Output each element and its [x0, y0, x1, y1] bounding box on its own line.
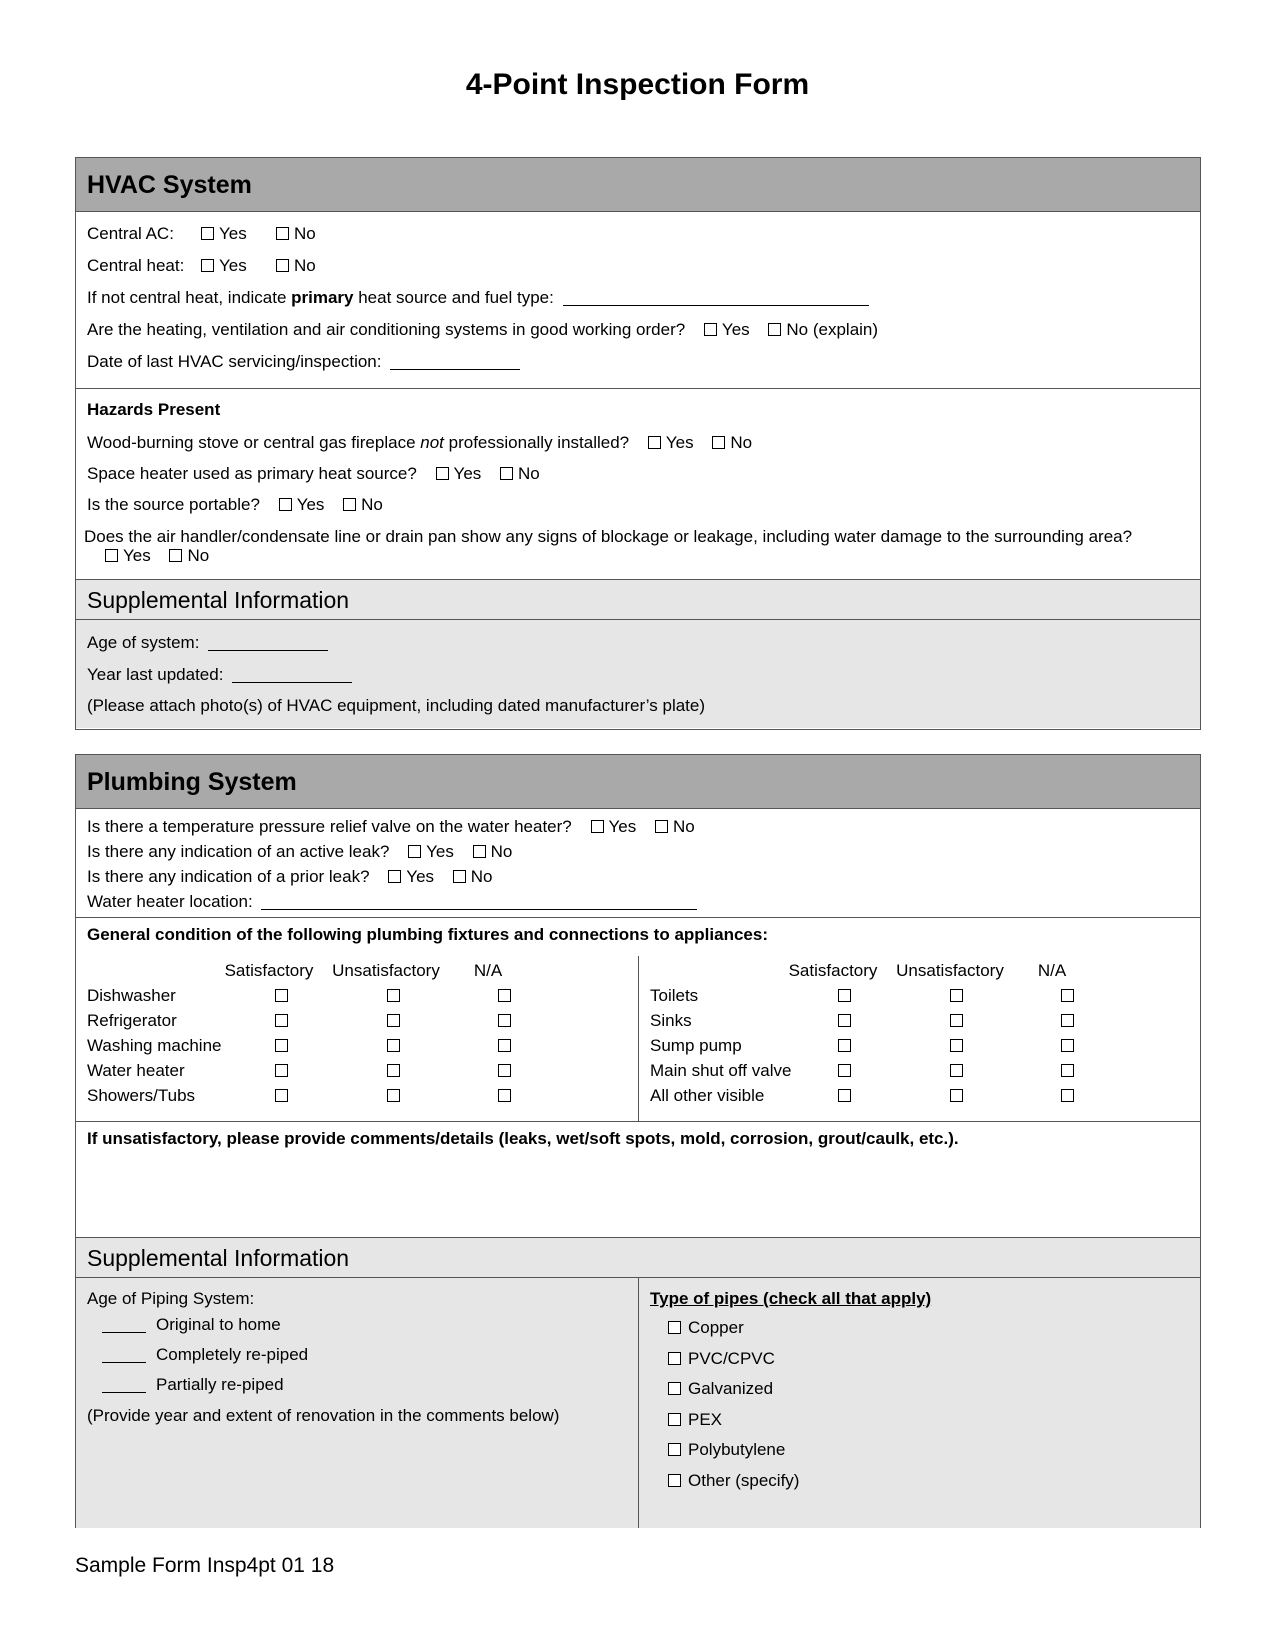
wood-stove-row	[87, 433, 752, 453]
yes-label: Yes	[219, 224, 247, 243]
fixture-label: Washing machine	[87, 1036, 222, 1055]
age-of-system-field[interactable]	[208, 634, 328, 651]
fixture-unsatisfactory-checkbox[interactable]	[950, 1039, 963, 1052]
pipe-type-row	[668, 1379, 773, 1399]
prior-leak-no-checkbox[interactable]	[453, 870, 466, 883]
column-header-right: Unsatisfactory	[896, 961, 1004, 980]
plumbing-header: Plumbing System	[76, 755, 1200, 809]
fixture-na-checkbox[interactable]	[498, 1039, 511, 1052]
fixture-label: Sump pump	[650, 1036, 742, 1055]
portable-row	[87, 495, 383, 515]
comments-label: If unsatisfactory, please provide comments/details (leaks, wet/soft spots, mold, corrosion, grout/caulk, etc.).	[87, 1129, 959, 1148]
pipe-type-checkbox[interactable]	[668, 1413, 681, 1426]
central-ac-row	[87, 224, 316, 244]
comments-block	[76, 1122, 1200, 1238]
age-of-system-row	[87, 633, 328, 653]
fixture-unsatisfactory-checkbox[interactable]	[387, 1089, 400, 1102]
no-label: No	[672, 817, 695, 836]
column-header-right: Satisfactory	[788, 961, 878, 980]
fixture-satisfactory-checkbox[interactable]	[838, 1039, 851, 1052]
air-handler-yes-checkbox[interactable]	[105, 549, 118, 562]
fixture-na-checkbox[interactable]	[498, 1014, 511, 1027]
no-label: No	[490, 842, 513, 861]
hvac-photo-note: (Please attach photo(s) of HVAC equipment, including dated manufacturer’s plate)	[87, 696, 706, 715]
fixture-unsatisfactory-checkbox[interactable]	[387, 1064, 400, 1077]
primary-heat-bold: primary	[291, 288, 354, 307]
plumbing-general-block	[76, 809, 1200, 918]
no-label: No	[294, 256, 316, 275]
fixture-satisfactory-checkbox[interactable]	[838, 1064, 851, 1077]
pipe-type-row	[668, 1440, 785, 1460]
working-order-yes-checkbox[interactable]	[704, 323, 717, 336]
fixture-unsatisfactory-checkbox[interactable]	[950, 989, 963, 1002]
fixture-satisfactory-checkbox[interactable]	[838, 1014, 851, 1027]
pipe-type-checkbox[interactable]	[668, 1321, 681, 1334]
page-title: 4-Point Inspection Form	[465, 68, 810, 101]
fixture-label: Main shut off valve	[650, 1061, 792, 1080]
central-ac-no-checkbox[interactable]	[276, 227, 289, 240]
fixture-label: Showers/Tubs	[87, 1086, 196, 1105]
plumbing-section	[75, 754, 1201, 1528]
column-header-left: Satisfactory	[224, 961, 314, 980]
fixture-satisfactory-checkbox[interactable]	[275, 989, 288, 1002]
age-option-label: Partially re-piped	[156, 1375, 284, 1394]
water-heater-location-label: Water heater location:	[87, 892, 253, 911]
prior-leak-question: Is there any indication of a prior leak?	[87, 867, 370, 886]
tpr-valve-no-checkbox[interactable]	[655, 820, 668, 833]
central-heat-no-checkbox[interactable]	[276, 259, 289, 272]
age-option-row	[102, 1345, 308, 1365]
pipe-type-label: PVC/CPVC	[688, 1348, 775, 1368]
last-service-field[interactable]	[390, 353, 520, 370]
fixture-na-checkbox[interactable]	[498, 1064, 511, 1077]
age-of-system-label: Age of system:	[87, 633, 200, 652]
working-order-row	[87, 320, 878, 340]
hvac-supplemental-header: Supplemental Information	[76, 580, 1200, 620]
primary-heat-pre: If not central heat, indicate	[87, 288, 292, 307]
space-heater-row	[87, 464, 540, 484]
last-service-label: Date of last HVAC servicing/inspection:	[87, 352, 382, 371]
fixture-na-checkbox[interactable]	[1061, 989, 1074, 1002]
fixtures-divider	[638, 956, 639, 1122]
air-handler-question: Does the air handler/condensate line or drain pan show any signs of blockage or leakage, including water damage to the surrounding area?	[84, 527, 1133, 546]
central-heat-row	[87, 256, 316, 276]
hvac-general-block	[76, 212, 1200, 389]
pipe-types-header: Type of pipes (check all that apply)	[650, 1289, 932, 1308]
pipe-type-label: Galvanized	[688, 1379, 774, 1398]
portable-yes-checkbox[interactable]	[279, 498, 292, 511]
pipe-type-checkbox[interactable]	[668, 1474, 681, 1487]
prior-leak-row	[87, 867, 493, 887]
air-handler-options	[105, 546, 209, 566]
yes-label: Yes	[453, 464, 482, 483]
age-option-field[interactable]	[102, 1376, 146, 1393]
plumbing-supplemental-header: Supplemental Information	[76, 1238, 1200, 1278]
age-option-label: Original to home	[156, 1315, 281, 1334]
no-label: No	[361, 495, 383, 514]
wood-stove-post: professionally installed?	[443, 433, 630, 452]
working-order-question: Are the heating, ventilation and air conditioning systems in good working order?	[87, 320, 686, 339]
central-ac-yes-checkbox[interactable]	[201, 227, 214, 240]
pipe-type-label: Copper	[688, 1318, 744, 1337]
primary-heat-row	[87, 288, 869, 308]
portable-question: Is the source portable?	[87, 495, 260, 514]
wood-stove-italic: not	[420, 433, 444, 452]
central-ac-label: Central AC:	[87, 224, 174, 243]
age-option-field[interactable]	[102, 1316, 146, 1333]
renovation-note: (Provide year and extent of renovation in the comments below)	[87, 1406, 560, 1425]
pipe-type-label: Polybutylene	[688, 1440, 786, 1459]
no-explain-label: No (explain)	[786, 320, 879, 339]
working-order-no-checkbox[interactable]	[768, 323, 781, 336]
age-option-row	[102, 1375, 284, 1395]
column-header-right: N/A	[1037, 961, 1067, 980]
space-heater-question: Space heater used as primary heat source?	[87, 464, 417, 483]
pipe-type-label: Other (specify)	[688, 1470, 800, 1490]
year-updated-field[interactable]	[232, 666, 352, 683]
active-leak-row	[87, 842, 512, 862]
column-header-left: N/A	[473, 961, 503, 980]
space-heater-yes-checkbox[interactable]	[436, 467, 449, 480]
hazards-header: Hazards Present	[87, 400, 221, 419]
yes-label: Yes	[608, 817, 637, 836]
pipe-type-checkbox[interactable]	[668, 1443, 681, 1456]
hvac-section	[75, 157, 1201, 730]
supplemental-divider	[638, 1278, 639, 1528]
no-label: No	[470, 867, 493, 886]
column-header-left: Unsatisfactory	[332, 961, 440, 980]
air-handler-no-checkbox[interactable]	[169, 549, 182, 562]
pipe-type-checkbox[interactable]	[668, 1352, 681, 1365]
water-heater-location-field[interactable]	[261, 893, 697, 910]
yes-label: Yes	[219, 256, 247, 275]
fixture-label: All other visible	[650, 1086, 765, 1105]
footer: Sample Form Insp4pt 01 18	[75, 1554, 335, 1577]
wood-stove-no-checkbox[interactable]	[712, 436, 725, 449]
fixture-satisfactory-checkbox[interactable]	[275, 1064, 288, 1077]
fixture-na-checkbox[interactable]	[1061, 1039, 1074, 1052]
comments-area[interactable]	[87, 1152, 1189, 1231]
fixture-satisfactory-checkbox[interactable]	[838, 1089, 851, 1102]
fixtures-header: General condition of the following plumbing fixtures and connections to appliances:	[87, 925, 768, 944]
pipe-type-row	[668, 1471, 799, 1491]
fixture-na-checkbox[interactable]	[1061, 1064, 1074, 1077]
yes-label: Yes	[123, 546, 151, 565]
yes-label: Yes	[426, 842, 454, 861]
prior-leak-yes-checkbox[interactable]	[388, 870, 401, 883]
fixture-satisfactory-checkbox[interactable]	[275, 1014, 288, 1027]
no-label: No	[730, 433, 753, 452]
wood-stove-yes-checkbox[interactable]	[648, 436, 661, 449]
active-leak-no-checkbox[interactable]	[473, 845, 486, 858]
fixture-label: Sinks	[650, 1011, 692, 1030]
no-label: No	[294, 224, 316, 243]
fixture-unsatisfactory-checkbox[interactable]	[387, 989, 400, 1002]
fixture-satisfactory-checkbox[interactable]	[275, 1089, 288, 1102]
tpr-valve-row	[87, 817, 695, 837]
age-piping-label: Age of Piping System:	[87, 1289, 255, 1308]
tpr-valve-question: Is there a temperature pressure relief valve on the water heater?	[87, 817, 572, 836]
water-heater-location-row	[87, 892, 697, 912]
fixture-label: Toilets	[650, 986, 699, 1005]
fixture-unsatisfactory-checkbox[interactable]	[950, 1089, 963, 1102]
hvac-supplemental-block	[76, 580, 1200, 728]
hazards-block	[76, 389, 1200, 580]
space-heater-no-checkbox[interactable]	[500, 467, 513, 480]
no-label: No	[187, 546, 210, 565]
fixtures-block	[76, 918, 1200, 1122]
no-label: No	[518, 464, 540, 483]
pipe-type-checkbox[interactable]	[668, 1382, 681, 1395]
portable-no-checkbox[interactable]	[343, 498, 356, 511]
fixture-unsatisfactory-checkbox[interactable]	[950, 1014, 963, 1027]
fixture-na-checkbox[interactable]	[498, 1089, 511, 1102]
tpr-valve-yes-checkbox[interactable]	[591, 820, 604, 833]
pipe-type-label: PEX	[688, 1409, 723, 1429]
yes-label: Yes	[296, 495, 325, 514]
fixture-unsatisfactory-checkbox[interactable]	[387, 1039, 400, 1052]
pipe-type-row	[668, 1318, 744, 1338]
fixture-na-checkbox[interactable]	[1061, 1089, 1074, 1102]
fixture-unsatisfactory-checkbox[interactable]	[387, 1014, 400, 1027]
fixture-satisfactory-checkbox[interactable]	[838, 989, 851, 1002]
primary-heat-field[interactable]	[563, 289, 869, 306]
fixture-satisfactory-checkbox[interactable]	[275, 1039, 288, 1052]
pipe-type-row	[668, 1349, 775, 1369]
central-heat-label: Central heat:	[87, 256, 185, 275]
age-option-label: Completely re-piped	[156, 1345, 309, 1364]
fixture-na-checkbox[interactable]	[1061, 1014, 1074, 1027]
primary-heat-post: heat source and fuel type:	[353, 288, 554, 307]
fixture-label: Refrigerator	[87, 1011, 177, 1030]
fixture-label: Water heater	[87, 1061, 185, 1080]
active-leak-yes-checkbox[interactable]	[408, 845, 421, 858]
age-option-field[interactable]	[102, 1346, 146, 1363]
fixture-unsatisfactory-checkbox[interactable]	[950, 1064, 963, 1077]
wood-stove-pre: Wood-burning stove or central gas fireplace	[87, 433, 421, 452]
year-updated-label: Year last updated:	[87, 665, 224, 684]
hvac-header: HVAC System	[76, 158, 1200, 212]
active-leak-question: Is there any indication of an active leak?	[87, 842, 390, 861]
plumbing-supplemental-block	[76, 1238, 1200, 1528]
pipe-type-row	[668, 1410, 722, 1430]
age-option-row	[102, 1315, 281, 1335]
yes-label: Yes	[665, 433, 694, 452]
fixture-na-checkbox[interactable]	[498, 989, 511, 1002]
central-heat-yes-checkbox[interactable]	[201, 259, 214, 272]
year-updated-row	[87, 665, 352, 685]
fixture-label: Dishwasher	[87, 986, 176, 1005]
yes-label: Yes	[721, 320, 750, 339]
last-service-row	[87, 352, 520, 372]
yes-label: Yes	[406, 867, 435, 886]
